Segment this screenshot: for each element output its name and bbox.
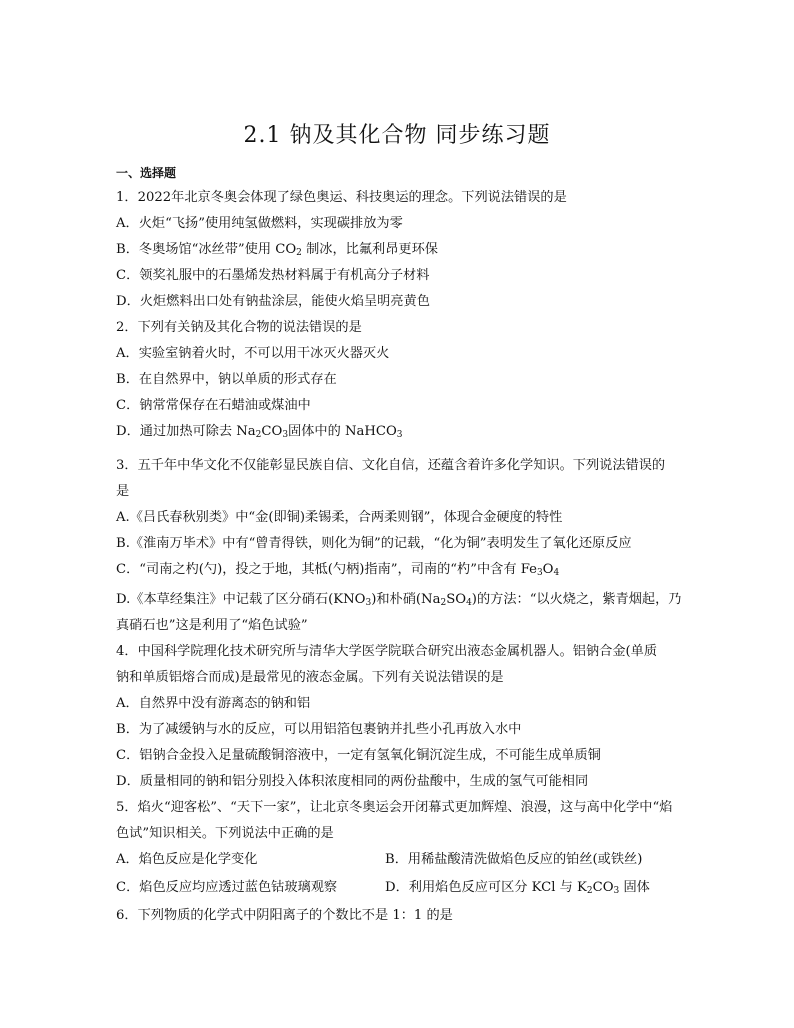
q2-option-c: C．钠常常保存在石蜡油或煤油中 bbox=[116, 398, 311, 413]
q3-option-b: B.《淮南万毕术》中有“曾青得铁，则化为铜”的记载，“化为铜”表明发生了氧化还原反应 bbox=[116, 536, 632, 551]
q4-option-d: D．质量相同的钠和铝分别投入体积浓度相同的两份盐酸中，生成的氢气可能相同 bbox=[116, 774, 589, 789]
q4-option-a: A．自然界中没有游离态的钠和铝 bbox=[116, 696, 311, 711]
q4-option-b: B．为了减缓钠与水的反应，可以用铝箔包裹钠并扎些小孔再放入水中 bbox=[116, 722, 522, 737]
q3-option-d-line2: 真硝石也”这是利用了“焰色试验” bbox=[116, 618, 308, 633]
q3-stem-line1: 3．五千年中华文化不仅能彰显民族自信、文化自信，还蕴含着许多化学知识。下列说法错误的 bbox=[116, 458, 666, 473]
q4-stem-line1: 4．中国科学院理化技术研究所与清华大学医学院联合研究出液态金属机器人。铝钠合金(单质 bbox=[116, 644, 658, 659]
q2-option-d: D．通过加热可除去 $Na_2CO_3$固体中的 NaHCO$_3$ bbox=[116, 424, 403, 440]
q1-option-a: A．火炬“飞扬”使用纯氢做燃料，实现碳排放为零 bbox=[116, 216, 403, 231]
q3-option-d-line1: D.《本草经集注》中记载了区分硝石$(KNO_3)$和朴硝$(Na_2SO_4)$的方法：“以火烧之，紫青烟起，乃 bbox=[116, 592, 682, 608]
q5-stem-line2: 色试”知识相关。下列说法中正确的是 bbox=[116, 826, 334, 841]
q5-option-b: B．用稀盐酸清洗做焰色反应的铂丝(或铁丝) bbox=[385, 852, 643, 867]
q4-stem-line2: 钠和单质铝熔合而成)是最常见的液态金属。下列有关说法错误的是 bbox=[116, 670, 504, 685]
q3-option-c: C．“司南之杓(勺)，投之于地，其柢(勺柄)指南”，司南的“杓”中含有 $Fe_3O_4$ bbox=[116, 562, 560, 578]
q2-stem: 2．下列有关钠及其化合物的说法错误的是 bbox=[116, 320, 362, 335]
q6-stem: 6．下列物质的化学式中阴阳离子的个数比不是 1：1 的是 bbox=[116, 908, 453, 923]
q5-option-a: A．焰色反应是化学变化 bbox=[116, 852, 258, 867]
q5-stem-line1: 5．焰火“迎客松”、“天下一家”，让北京冬奥运会开闭幕式更加辉煌、浪漫，这与高中化学中“焰 bbox=[116, 800, 673, 815]
q1-option-d: D．火炬燃料出口处有钠盐涂层，能使火焰呈明亮黄色 bbox=[116, 294, 430, 309]
q5-option-c: C．焰色反应均应透过蓝色钴玻璃观察 bbox=[116, 880, 338, 895]
q2-option-b: B．在自然界中，钠以单质的形式存在 bbox=[116, 372, 337, 387]
q1-stem: 1．2022年北京冬奥会体现了绿色奥运、科技奥运的理念。下列说法错误的是 bbox=[116, 190, 567, 205]
q1-option-b: B．冬奥场馆“冰丝带”使用 $CO_2$ 制冰，比氟利昂更环保 bbox=[116, 242, 438, 258]
q4-option-c: C．铝钠合金投入足量硫酸铜溶液中，一定有氢氧化铜沉淀生成，不可能生成单质铜 bbox=[116, 748, 601, 763]
q1-option-c: C．领奖礼服中的石墨烯发热材料属于有机高分子材料 bbox=[116, 268, 430, 283]
section-heading: 一、选择题 bbox=[116, 166, 177, 180]
q3-stem-line2: 是 bbox=[116, 484, 130, 499]
q2-option-a: A．实验室钠着火时，不可以用干冰灭火器灭火 bbox=[116, 346, 390, 361]
q5-option-d: D．利用焰色反应可区分 KCl 与 $K_2CO_3$ 固体 bbox=[385, 880, 650, 896]
q3-option-a: A.《吕氏春秋别类》中“金(即铜)柔锡柔，合两柔则钢”，体现合金硬度的特性 bbox=[116, 510, 563, 525]
page-title: 2.1 钠及其化合物 同步练习题 bbox=[243, 123, 551, 148]
